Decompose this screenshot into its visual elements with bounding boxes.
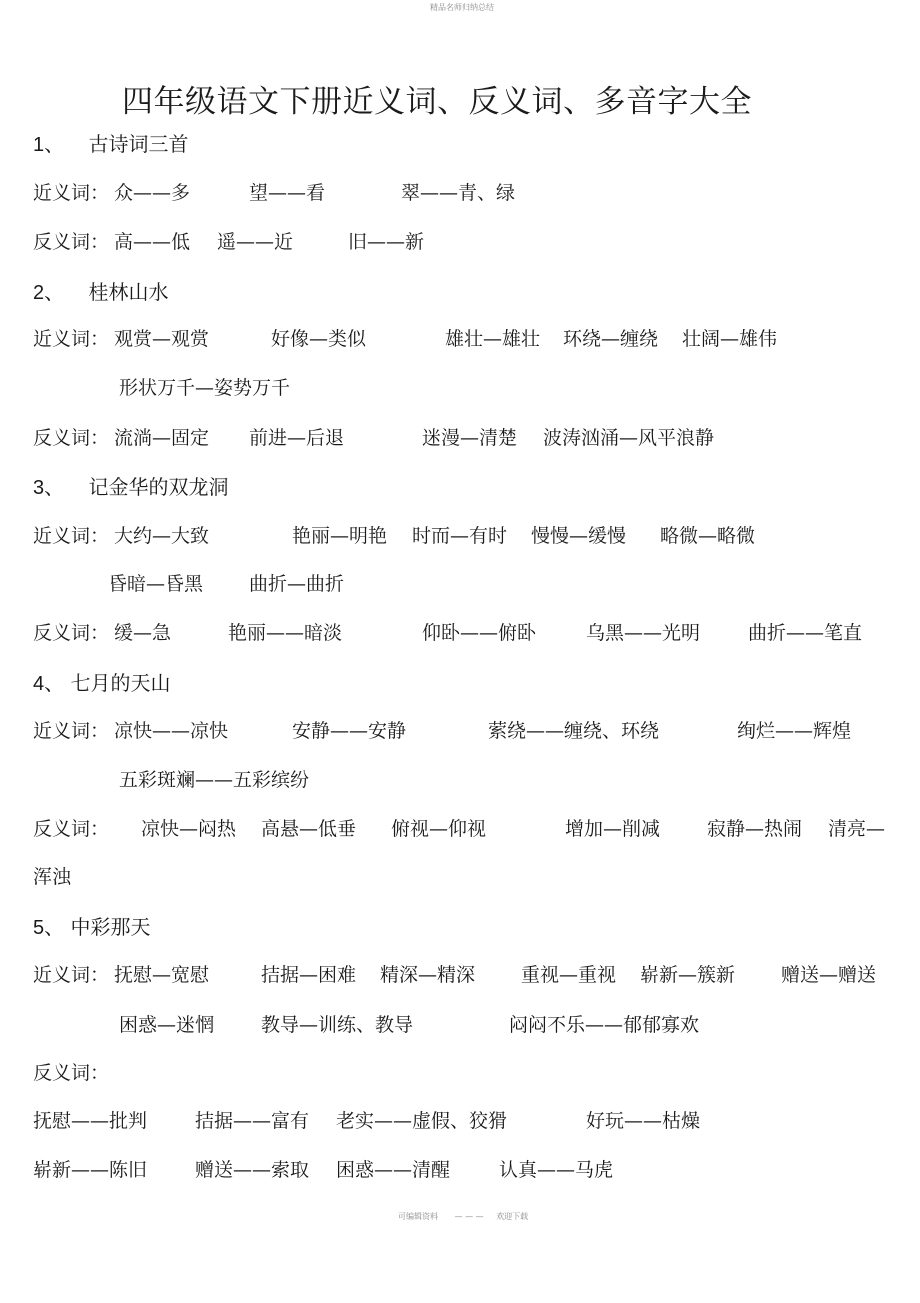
word-pair: 绚烂——辉煌 [737,720,852,742]
synonym-row [33,324,913,350]
antonym-row [33,814,913,840]
page-footer [398,1211,528,1222]
antonym-label: 反义词： [33,622,110,644]
word-pair: 赠送—赠送 [781,964,877,986]
page-header: 精品名师归纳总结 [430,3,494,12]
word-pair: 认真——马虎 [499,1159,614,1181]
word-pair: 大约—大致 [114,525,210,547]
synonym-row [33,178,913,204]
word-pair: 闷闷不乐——郁郁寡欢 [509,1014,700,1036]
section-title: 桂林山水 [88,280,169,304]
word-pair: 形状万千—姿势万千 [119,377,291,399]
section-title: 中彩那天 [70,915,151,939]
word-pair: 拮据——富有 [195,1110,310,1132]
synonym-label: 近义词： [33,328,110,350]
word-pair: 前进—后退 [249,427,345,449]
word-pair: 困惑—迷惘 [119,1014,215,1036]
antonym-label: 反义词： [33,1062,110,1084]
word-pair: 雄壮—雄壮 [445,328,541,350]
word-pair: 艳丽——暗淡 [228,622,343,644]
synonym-label: 近义词： [33,964,110,986]
synonym-row-continued [33,1010,913,1036]
word-pair: 抚慰——批判 [33,1110,148,1132]
section-3-heading [33,471,228,500]
word-pair: 遥——近 [217,231,294,253]
word-pair: 慢慢—缓慢 [531,525,627,547]
word-fragment: 浑浊 [33,866,72,888]
word-pair: 观赏—观赏 [114,328,210,350]
word-pair: 迷漫—清楚 [422,427,518,449]
antonym-label: 反义词： [33,818,110,840]
word-pair: 略微—略微 [660,525,756,547]
section-title: 记金华的双龙洞 [88,475,229,499]
word-pair: 翠——青、绿 [401,182,516,204]
word-pair: 增加—削减 [565,818,661,840]
word-pair: 缓—急 [114,622,172,644]
word-pair: 寂静—热闹 [707,818,803,840]
word-pair: 清亮— [828,818,886,840]
word-pair: 波涛汹涌—风平浪静 [543,427,715,449]
synonym-label: 近义词： [33,720,110,742]
section-title: 古诗词三首 [88,132,189,156]
antonym-row [33,227,913,253]
synonym-label: 近义词： [33,525,110,547]
word-pair: 旧——新 [348,231,425,253]
word-pair: 崭新——陈旧 [33,1159,148,1181]
synonym-row-continued [33,373,913,399]
section-number: 4、 [33,673,65,695]
synonym-row-continued [33,569,913,595]
section-1-heading [33,128,188,157]
word-pair: 萦绕——缠绕、环绕 [488,720,660,742]
word-pair: 望——看 [249,182,326,204]
word-pair: 拮据—困难 [261,964,357,986]
word-pair: 安静——安静 [292,720,407,742]
word-pair: 时而—有时 [412,525,508,547]
word-pair: 艳丽—明艳 [292,525,388,547]
word-pair: 重视—重视 [521,964,617,986]
word-pair: 众——多 [114,182,191,204]
footer-left: 可编辑资料 [398,1212,438,1221]
synonym-row [33,716,913,742]
section-number: 2、 [33,282,65,304]
word-pair: 赠送——索取 [195,1159,310,1181]
word-pair: 乌黑——光明 [586,622,701,644]
word-pair: 抚慰—宽慰 [114,964,210,986]
section-number: 3、 [33,477,65,499]
word-pair: 俯视—仰视 [391,818,487,840]
section-4-heading [33,667,170,696]
word-pair: 曲折——笔直 [748,622,863,644]
word-pair: 流淌—固定 [114,427,210,449]
word-pair: 困惑——清醒 [336,1159,451,1181]
synonym-row [33,521,913,547]
antonym-row-continued [33,862,913,888]
word-pair: 昏暗—昏黑 [108,573,204,595]
word-pair: 凉快——凉快 [114,720,229,742]
word-pair: 仰卧——俯卧 [422,622,537,644]
word-pair: 环绕—缠绕 [563,328,659,350]
antonym-row [33,423,913,449]
footer-dashes: — — — [454,1212,484,1221]
word-pair: 教导—训练、教导 [261,1014,414,1036]
antonym-row [33,1155,913,1181]
word-pair: 崭新—簇新 [640,964,736,986]
word-pair: 好像—类似 [271,328,367,350]
word-pair: 五彩斑斓——五彩缤纷 [119,769,310,791]
synonym-label: 近义词： [33,182,110,204]
footer-right: 欢迎下载 [496,1212,529,1221]
section-number: 5、 [33,917,65,939]
word-pair: 高——低 [114,231,191,253]
word-pair: 壮阔—雄伟 [682,328,778,350]
antonym-row [33,618,913,644]
word-pair: 精深—精深 [380,964,476,986]
synonym-row-continued [33,765,913,791]
antonym-row [33,1106,913,1132]
antonym-label: 反义词： [33,427,110,449]
synonym-row [33,960,913,986]
word-pair: 曲折—曲折 [249,573,345,595]
antonym-label-row [33,1058,913,1084]
antonym-label: 反义词： [33,231,110,253]
section-number: 1、 [33,134,65,156]
section-title: 七月的天山 [70,671,171,695]
page-title: 四年级语文下册近义词、反义词、多音字大全 [122,84,752,120]
section-5-heading [33,911,150,940]
word-pair: 凉快—闷热 [141,818,237,840]
word-pair: 好玩——枯燥 [586,1110,701,1132]
word-pair: 高悬—低垂 [261,818,357,840]
word-pair: 老实——虚假、狡猾 [336,1110,508,1132]
section-2-heading [33,276,168,305]
